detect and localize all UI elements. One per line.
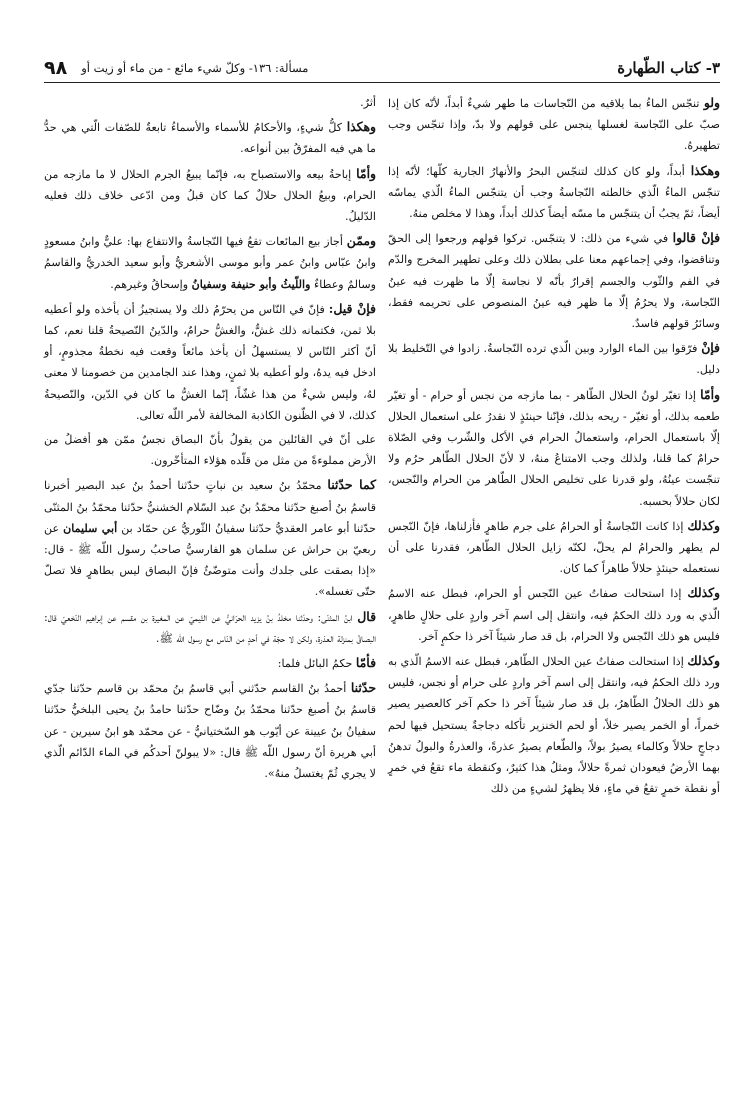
paragraph-lead: كما حدّثنا — [327, 477, 377, 493]
paragraph-text: إذا كانت النّجاسةُ أو الحرامُ على جرم طاهرٍ فأزلناها، فإنّ النّجس لم يطهر والحرامُ لم يحلّ، لكنّه زايل الحلال الطّاهر، فقدرنا على أن نستعمله حينئذٍ حلالاً طاهراً كما كان. — [388, 519, 720, 576]
paragraph — [44, 230, 376, 295]
paragraph-text: إباحةُ بيعه والاستصباح به، فإنّما يبيعُ الجرم الحلال لا ما مازجه من الحرام، وبيعُ الحلال حلالٌ كما كان قبلُ ومن ادّعى خلاف ذلك فعليه الدّليلُ. — [44, 167, 376, 224]
right-column — [388, 92, 720, 803]
paragraph — [388, 650, 720, 799]
paragraph-text: كلُّ شيءٍ، والأحكامُ للأسماء والأسماءُ تابعةٌ للصّفات الّتي هي حدُّ ما هي فيه المفرّقُ بين أنواعه. — [44, 121, 376, 156]
page-header — [44, 54, 720, 83]
paragraph-lead: قال — [357, 608, 376, 624]
paragraph-lead: فأمّا — [355, 655, 376, 671]
paragraph-lead: وكذلك — [687, 653, 720, 669]
paragraph-text: أبداً، ولو كان كذلك لتنجّس البحرُ والأنهارُ الجارية كلّها؛ لأنّه إذا تنجّس الماءُ الّذي خالطته النّجاسةُ وجب أن يتنجّس الماءُ الّذي يماسّه أيضاً، ثمّ يجبُ أن يتنجّس ما مسّه أيضاً كذلك أبداً، وهذا لا مخلص منهُ. — [388, 164, 720, 221]
paragraph-lead: وأمّا — [700, 386, 720, 402]
paragraph-text: على أنّ في القائلين من يقولُ بأنّ البصاق نجسٌ ممّن هو أفضلُ من الأرض مملوءةً من مثل من قلّده هؤلاء المتأخّرون. — [44, 433, 376, 468]
paragraph-lead: وأمّا — [356, 165, 376, 181]
paragraph-text-tail: عن ربعيّ بن حراش عن سلمان هو الفارسيُّ صاحبُ رسول اللّه ﷺ - قال: «إذا بصقت على جلدك وأنت متوضّئٌ فإنّ البصاق ليس بطاهرٍ فلا تصلّ حتّى تغسله». — [44, 521, 376, 599]
paragraph — [44, 92, 376, 113]
paragraph — [388, 92, 720, 157]
paragraph-text: أحمدُ بنُ القاسم حدّثني أبي قاسمُ بنُ محمّد بن قاسم حدّثنا جدّي قاسمُ بنُ أصبغ حدّثنا محمّدُ بنُ وضّاح حدّثنا حامدُ بنُ يحيى البلخيُّ حدّثنا سفيانُ بنُ عيينة عن أيّوب هو السّختيانيُّ - عن محمّد هو ابنُ سيرين - عن أبي هريرة أنّ رسول اللّه ﷺ قال: «لا يبولنّ أحدكُم في الماء الدّائم الّذي لا يجري ثُمّ يغتسلُ منهُ». — [44, 682, 376, 781]
chapter-title: ٣- كتاب الطّهارة — [617, 59, 720, 77]
paragraph — [44, 116, 376, 159]
bold-name: أبي سليمان — [63, 521, 118, 535]
paragraph-lead: ولو — [703, 95, 720, 110]
paragraph-text: إذا استحالت صفاتُ عين الحلال الطّاهر، فبطل عنه الاسمُ الّذي به ورد ذلك الحكمُ فيه، وانتقل إلى اسم آخر واردٍ على حرام أو نجس، فليس هو ذلك الحلالُ الطّاهرُ، بل قد صار شيئاً آخر ذا حكم آخر كالعصير يصير خمراً، أو الخمر يصير خلاً، أو لحم الخنزير تأكله دجاجةٌ يستحيل فيها لحم دجاجٍ حلالاً وكالماء يصيرُ بولاً، والطّعام يصيرُ عذرةً، والعذرةُ والبولُ تدهنُ بهما الأرضُ فيعودان ثمرةً حلالاً، ومثلُ هذا كثيرٌ، وكنقطة ماء تقعُ في خمرٍ أو نقطة خمرٍ تقعُ في ماءٍ، فلا يظهرُ لشيءٍ من ذلك — [388, 655, 720, 796]
paragraph-text: محمّدُ بنُ سعيد بن نباتٍ حدّثنا أحمدُ بنُ عبد البصير أخبرنا قاسمُ بنُ أصبغ حدّثنا محمّدُ بنُ عبد السّلام الخشنيُّ حدّثنا محمّدُ بنُ المثنّى حدّثنا أبو عامر العقديُّ حدّثنا سفيانُ الثّوريُّ عن حمّاد بن — [44, 479, 376, 535]
paragraph-text-tail: وإسحاقُ وغيرهم. — [110, 277, 192, 291]
section-title: مسألة: ١٣٦- وكلّ شيء مائع - من ماء أو زيت أو — [81, 61, 309, 75]
left-column — [44, 92, 376, 787]
paragraph-lead: وهكذا — [690, 162, 720, 178]
paragraph — [44, 606, 376, 649]
paragraph-text: فإنّ في النّاس من يحرّمُ ذلك ولا يستجيزُ أن يأخذه ولو أعطيه بلا ثمن، فكتمانه ذلك غشٌّ، والغشُّ حرامٌ، والدّينُ النّصيحةُ قلنا نعم، كما أنّ أكثر النّاس لا يستسهلُ أن يأخذ مائعاً وقعت فيه نخطةُ مجذومٍ، أو ادخل فيه يدهُ، ولو أعطيه بلا ثمنٍ، وهذا عند الجامدين من خصومنا لا معنى لهُ، وليس شيءٌ من هذا غشّاً، إنّما الغشُّ ما كان في الدّين، والنّصيحةُ كذلك، لا في الظّنون الكاذبة المخالفة لأمر اللّه تعالى. — [44, 302, 376, 422]
paragraph-text: تنجّس الماءُ بما يلاقيه من النّجاسات ما طهر شيءٌ أبداً، لأنّه كان إذا صبّ على النّجاسة لغسلها ينجس على قولهم ولا بدّ، وإذا تنجّس وجب تطهيرهُ. — [388, 97, 720, 153]
paragraph — [44, 163, 376, 228]
paragraph-lead: وكذلك — [687, 517, 720, 533]
paragraph — [388, 337, 720, 380]
paragraph — [44, 429, 376, 471]
paragraph-lead: حدّثنا — [350, 680, 376, 696]
paragraph — [388, 227, 720, 334]
paragraph-text: حكمُ البائل فلما: — [277, 657, 356, 671]
paragraph-lead: وكذلك — [687, 585, 720, 601]
paragraph — [44, 677, 376, 784]
paragraph — [388, 515, 720, 580]
paragraph-text: أجاز بيع المائعات تقعُ فيها النّجاسةُ والانتفاع بها: عليٌّ وابنُ مسعودٍ وابنُ عبّاس وابنُ عمر وأبو موسى الأشعريُّ وأبو سعيد الخدريُّ والقاسمُ وسالمٌ وعطاءٌ — [44, 235, 376, 291]
paragraph — [44, 474, 376, 602]
paragraph — [388, 160, 720, 225]
paragraph-text: إذا تغيّر لونُ الحلال الطّاهر - بما مازجه من نجس أو حرام - أو تغيّر طعمه بذلك، أو تغيّر - ريحه بذلك، فإنّنا حينئذٍ لا نقدرُ على استعمال الحلال إلّا باستعمال الحرام، واستعمالُ الحرام في الأكل والشّرب وفي الصّلاة حرامٌ كما قلنا، ولذلك وجب الامتناعُ منهُ، لا لأنّ الحلال الطّاهر حرُم ولا تنجّست عينُهُ، ولو قدرنا على تخليص الحلال الطّاهر من الحرام والنّجس، لكان حلالاً بحسبه. — [388, 388, 720, 508]
paragraph-text: إذا استحالت صفاتُ عين النّجس أو الحرام، فبطل عنه الاسمُ الّذي به ورد ذلك الحكمُ فيه، وانتقل إلى اسم آخر واردٍ على حلالٍ طاهرٍ، فليس هو ذلك النّجس ولا الحرام، بل قد صار شيئاً آخر ذا حكمٍ آخر. — [388, 587, 720, 643]
bold-name: واللّيثُ وأبو حنيفة وسفيانُ — [191, 277, 311, 291]
paragraph-lead: وممّن — [346, 233, 376, 249]
paragraph — [44, 298, 376, 426]
paragraph-lead: فإنْ قالوا — [672, 230, 721, 246]
page-number: ٩٨ — [44, 57, 68, 79]
paragraph-text: فرّقوا بين الماء الوارد وبين الّذي ترده النّجاسةُ. زادوا في التّخليط بلا دليل. — [388, 342, 720, 377]
paragraph-text: في شيء من ذلك: لا يتنجّس. تركوا قولهم ورجعوا إلى الحقّ وتناقضوا، وفي إجماعهم معنا على بطلان ذلك وعلى تطهير المخرج والدّم في الفم والثّوب والجسم إقرارٌ بأنّه لا نجاسة إلّا ما ظهرت فيه عينُ النّجاسة، ولا يحرُمُ إلّا ما ظهر فيه عينُ المنصوص على تحريمه فقط، وسائرُ قولهم فاسدٌ. — [388, 232, 720, 331]
paragraph-lead: وهكذا — [346, 119, 376, 135]
paragraph-text: ابنُ المثنّى: وحدّثنا مخلدُ بنُ يزيد الحرّانيُّ عن التّيميّ عن المغيرة بن مقسم عن إبراهيم النّخعيّ قال: البصاقُ بمنزلة العذرة، ولكن لا حجّة في أحدٍ من النّاس مع رسول اللّه ﷺ. — [44, 610, 376, 645]
paragraph-lead: فإنْ — [701, 340, 720, 356]
paragraph — [388, 582, 720, 647]
paragraph-lead: فإنْ قيل: — [328, 300, 376, 316]
paragraph — [44, 652, 376, 674]
paragraph — [388, 384, 720, 512]
paragraph-text: أثرٌ. — [360, 96, 376, 109]
